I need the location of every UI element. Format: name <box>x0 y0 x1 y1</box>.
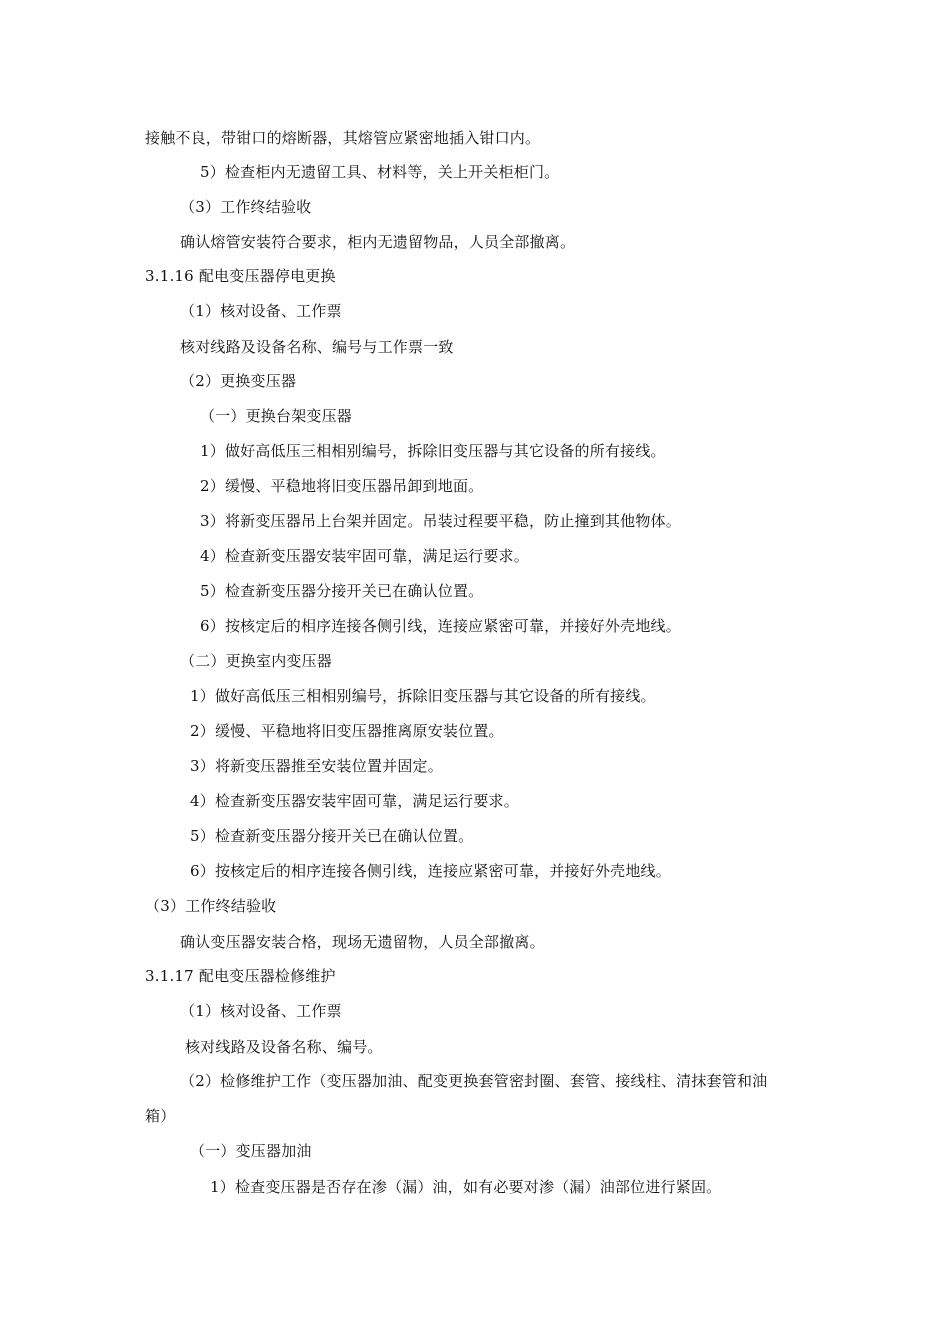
text-line: 核对线路及设备名称、编号与工作票一致 <box>180 338 454 356</box>
text-line: 确认变压器安装合格，现场无遗留物，人员全部撤离。 <box>180 933 545 951</box>
list-item: 2）缓慢、平稳地将旧变压器吊卸到地面。 <box>200 477 484 495</box>
list-item: 4）检查新变压器安装牢固可靠，满足运行要求。 <box>200 547 529 565</box>
text-line: 确认熔管安装符合要求，柜内无遗留物品，人员全部撤离。 <box>180 233 576 251</box>
list-item: 6）按核定后的相序连接各侧引线，连接应紧密可靠，并接好外壳地线。 <box>190 862 671 880</box>
text-line: 5）检查柜内无遗留工具、材料等，关上开关柜柜门。 <box>200 163 560 181</box>
text-line: （2）检修维护工作（变压器加油、配变更换套管密封圈、套管、接线柱、清抹套管和油 <box>180 1072 768 1090</box>
text-line: （1）核对设备、工作票 <box>180 1002 342 1020</box>
section-heading: 3.1.17 配电变压器检修维护 <box>145 967 336 985</box>
list-item: 1）做好高低压三相相别编号，拆除旧变压器与其它设备的所有接线。 <box>190 687 656 705</box>
text-line: （一）更换台架变压器 <box>200 407 353 425</box>
list-item: 3）将新变压器推至安装位置并固定。 <box>190 757 443 775</box>
text-line: （一）变压器加油 <box>190 1142 312 1160</box>
list-item: 3）将新变压器吊上台架并固定。吊装过程要平稳，防止撞到其他物体。 <box>200 512 681 530</box>
section-heading: 3.1.16 配电变压器停电更换 <box>145 267 336 285</box>
text-line: （3）工作终结验收 <box>145 897 277 915</box>
text-line: （3）工作终结验收 <box>180 198 312 216</box>
list-item: 2）缓慢、平稳地将旧变压器推离原安装位置。 <box>190 722 504 740</box>
list-item: 4）检查新变压器安装牢固可靠，满足运行要求。 <box>190 792 519 810</box>
text-line: （2）更换变压器 <box>180 372 297 390</box>
text-line: 接触不良，带钳口的熔断器，其熔管应紧密地插入钳口内。 <box>145 129 541 147</box>
list-item: 6）按核定后的相序连接各侧引线，连接应紧密可靠，并接好外壳地线。 <box>200 617 681 635</box>
text-line: （二）更换室内变压器 <box>180 652 333 670</box>
list-item: 1）检查变压器是否存在渗（漏）油，如有必要对渗（漏）油部位进行紧固。 <box>210 1178 722 1196</box>
text-line: 核对线路及设备名称、编号。 <box>185 1038 383 1056</box>
list-item: 5）检查新变压器分接开关已在确认位置。 <box>200 582 484 600</box>
text-line: 箱） <box>145 1107 176 1125</box>
text-line: （1）核对设备、工作票 <box>180 302 342 320</box>
list-item: 1）做好高低压三相相别编号，拆除旧变压器与其它设备的所有接线。 <box>200 442 666 460</box>
list-item: 5）检查新变压器分接开关已在确认位置。 <box>190 827 474 845</box>
